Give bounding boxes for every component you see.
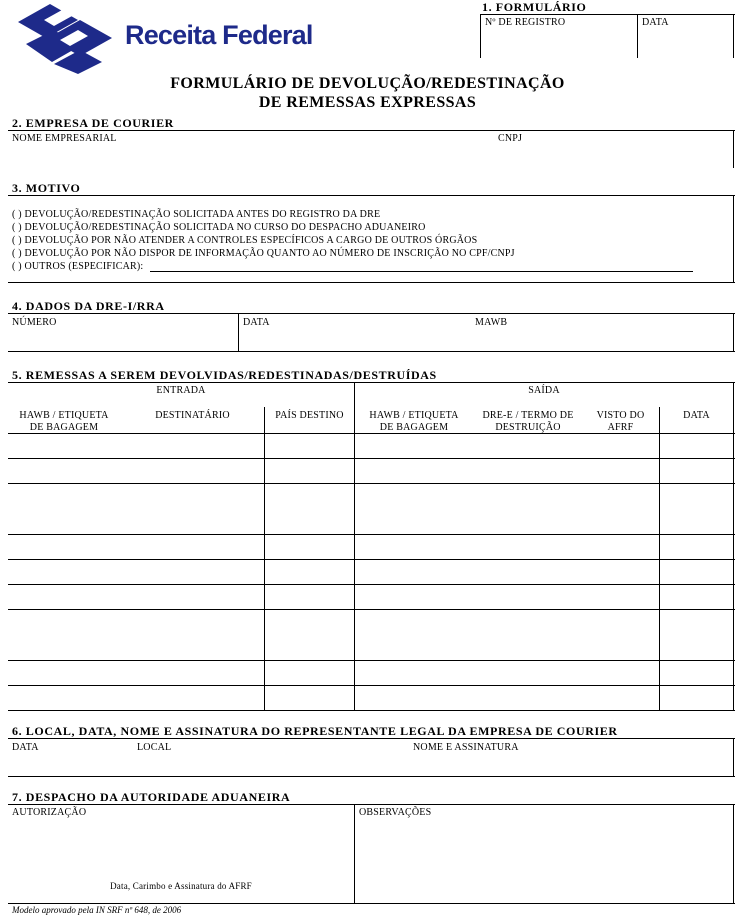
observacoes-label: OBSERVAÇÕES <box>359 807 432 818</box>
nome-empresarial-field[interactable] <box>10 146 480 166</box>
registro-label: Nº DE REGISTRO <box>485 17 566 28</box>
table-row[interactable] <box>8 660 735 661</box>
form-data-label: DATA <box>642 17 669 28</box>
dre-data-field[interactable] <box>240 330 470 349</box>
section6-title: 6. LOCAL, DATA, NOME E ASSINATURA DO REPRESENTANTE LEGAL DA EMPRESA DE COURIER <box>12 724 618 738</box>
section7-title: 7. DESPACHO DA AUTORIDADE ADUANEIRA <box>12 790 291 804</box>
col-pais-destino: PAÍS DESTINO <box>275 410 344 421</box>
motivo-option-3[interactable]: ( ) DEVOLUÇÃO POR NÃO ATENDER A CONTROLES ESPECÍFICOS A CARGO DE OUTROS ÓRGÃOS <box>12 235 478 246</box>
receita-federal-logo-icon <box>8 2 120 74</box>
numero-field[interactable] <box>10 330 235 349</box>
logo-text: Receita Federal <box>125 20 313 50</box>
table-row[interactable] <box>8 584 735 585</box>
local-field[interactable] <box>135 755 405 774</box>
nome-empresarial-label: NOME EMPRESARIAL <box>12 133 117 144</box>
registro-field[interactable] <box>481 30 636 57</box>
autorizacao-label: AUTORIZAÇÃO <box>12 807 87 818</box>
assinatura-afrf-label: Data, Carimbo e Assinatura do AFRF <box>110 881 252 891</box>
section5-title: 5. REMESSAS A SEREM DEVOLVIDAS/REDESTINADAS/DESTRUÍDAS <box>12 368 437 382</box>
section3-title: 3. MOTIVO <box>12 181 81 195</box>
motivo-option-4[interactable]: ( ) DEVOLUÇÃO POR NÃO DISPOR DE INFORMAÇÃO QUANTO AO NÚMERO DE INSCRIÇÃO NO CPF/CNPJ <box>12 248 515 259</box>
saida-label: SAÍDA <box>528 385 560 396</box>
motivo-option-5[interactable]: ( ) OUTROS (ESPECIFICAR): <box>12 261 144 272</box>
table-row[interactable] <box>8 710 735 711</box>
autorizacao-field[interactable] <box>10 820 350 878</box>
col-visto-line1: VISTO DO <box>596 410 645 421</box>
table-row[interactable] <box>8 609 735 610</box>
col-visto-line2: AFRF <box>607 422 634 433</box>
col-dre-line2: DESTRUIÇÃO <box>495 422 561 433</box>
col-hawb-entrada-line2: DE BAGAGEM <box>29 422 99 433</box>
table-row[interactable] <box>8 559 735 560</box>
table-row[interactable] <box>8 685 735 686</box>
local-label: LOCAL <box>137 742 172 753</box>
page-subtitle: DE REMESSAS EXPRESSAS <box>258 94 477 111</box>
mawb-field[interactable] <box>473 330 731 349</box>
nome-assinatura-field[interactable] <box>411 755 731 774</box>
motivo-option-1[interactable]: ( ) DEVOLUÇÃO/REDESTINAÇÃO SOLICITADA ANTES DO REGISTRO DA DRE <box>12 209 381 220</box>
col-hawb-entrada-line1: HAWB / ETIQUETA <box>19 410 109 421</box>
observacoes-field[interactable] <box>357 820 729 900</box>
numero-label: NÚMERO <box>12 317 57 328</box>
cnpj-label: CNPJ <box>498 133 523 144</box>
nome-assinatura-label: NOME E ASSINATURA <box>413 742 519 753</box>
outros-especificar-field[interactable] <box>150 271 693 272</box>
form-section-title: 1. FORMULÁRIO <box>482 0 587 14</box>
col-data: DATA <box>683 410 710 421</box>
table-row[interactable] <box>8 483 735 484</box>
cnpj-field[interactable] <box>496 146 726 166</box>
section2-title: 2. EMPRESA DE COURIER <box>12 116 174 130</box>
motivo-option-2[interactable]: ( ) DEVOLUÇÃO/REDESTINAÇÃO SOLICITADA NO CURSO DO DESPACHO ADUANEIRO <box>12 222 426 233</box>
col-hawb-saida-line1: HAWB / ETIQUETA <box>369 410 459 421</box>
col-destinatario: DESTINATÁRIO <box>155 410 230 421</box>
col-hawb-saida-line2: DE BAGAGEM <box>379 422 449 433</box>
footer-note: Modelo aprovado pela IN SRF nº 648, de 2006 <box>12 905 182 915</box>
section4-title: 4. DADOS DA DRE-I/RRA <box>12 299 165 313</box>
table-row[interactable] <box>8 458 735 459</box>
table-row[interactable] <box>8 534 735 535</box>
col-dre-line1: DRE-E / TERMO DE <box>482 410 574 421</box>
entrada-label: ENTRADA <box>156 385 206 396</box>
mawb-label: MAWB <box>475 317 508 328</box>
form-data-field[interactable] <box>638 30 732 57</box>
dre-data-label: DATA <box>243 317 270 328</box>
page-title: FORMULÁRIO DE DEVOLUÇÃO/REDESTINAÇÃO <box>170 75 565 92</box>
assinatura-data-label: DATA <box>12 742 39 753</box>
assinatura-data-field[interactable] <box>10 755 130 774</box>
